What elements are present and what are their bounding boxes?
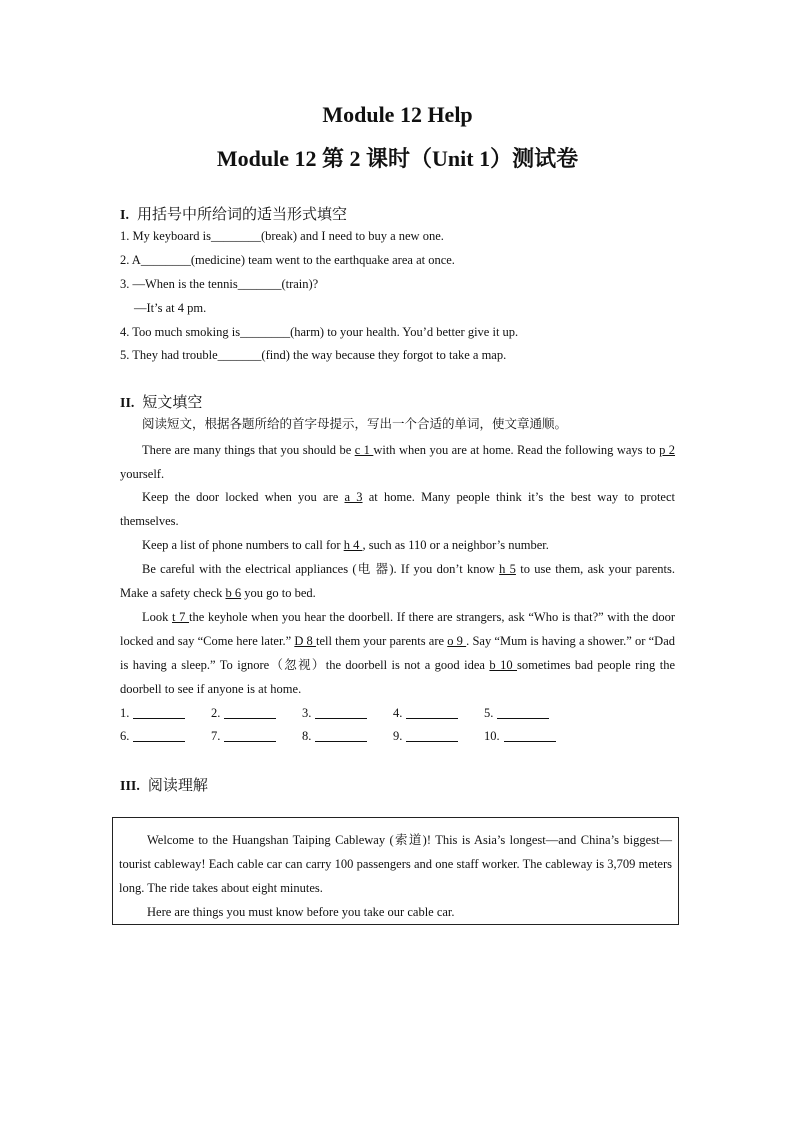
- cloze-paragraph-1: There are many things that you should be c 1 with when you are at home. Read the following ways to p 2 yourself.: [120, 443, 676, 481]
- cloze-paragraph-4: Be careful with the electrical appliances (电 器). If you don’t know h 5 to use them, ask your parents. Make a safety check b 6 you go to bed.: [120, 562, 675, 600]
- question-3: 3. —When is the tennis_______(train)?: [120, 277, 319, 291]
- cloze-blank-8: D 8: [294, 634, 317, 648]
- section1-number: I.: [120, 208, 129, 223]
- cloze-blank-10: b 10: [489, 658, 518, 672]
- question-3-answer: —It’s at 4 pm.: [134, 301, 207, 315]
- answer-slot[interactable]: 6.: [120, 729, 211, 744]
- section3-number: III.: [120, 779, 140, 794]
- cloze-blank-5: h 5: [499, 562, 516, 576]
- section2-instruction: 阅读短文，根据各题所给的首字母提示，写出一个合适的单词，使文章通顺。: [142, 417, 568, 431]
- question-5: 5. They had trouble_______(find) the way because they forgot to take a map.: [120, 348, 507, 362]
- cloze-blank-1: c 1: [354, 443, 374, 457]
- question-1: 1. My keyboard is________(break) and I need to buy a new one.: [120, 229, 444, 243]
- cloze-paragraph-3: Keep a list of phone numbers to call for h 4 , such as 110 or a neighbor’s number.: [142, 538, 549, 552]
- page-title: Module 12 Help: [322, 102, 473, 127]
- answer-slot[interactable]: 3.: [302, 706, 393, 721]
- section2-number: II.: [120, 396, 135, 411]
- cloze-blank-3: a 3: [344, 490, 363, 504]
- cloze-blank-6: b 6: [225, 586, 242, 600]
- answer-row-1: [120, 706, 575, 721]
- answer-slot[interactable]: 5.: [484, 706, 575, 721]
- cloze-blank-9: o 9: [447, 634, 467, 648]
- answer-slot[interactable]: 1.: [120, 706, 211, 721]
- section3-heading: [120, 774, 208, 795]
- section1-title: 用括号中所给词的适当形式填空: [136, 207, 347, 223]
- cloze-paragraph-2: Keep the door locked when you are a 3 at home. Many people think it’s the best way to protect themselves.: [120, 490, 675, 528]
- cloze-blank-4: h 4: [343, 538, 363, 552]
- section1-heading: [120, 203, 347, 224]
- section2-title: 短文填空: [142, 395, 203, 411]
- cloze-paragraph-5: Look t 7 the keyhole when you hear the doorbell. If there are strangers, ask “Who is that?” with the door locked and say “Come here later.” D 8 tell them your parents are o 9 . Say “Mum is having a shower.” or “Dad is having a sleep.” To ignore（忽视）the doorbell is not a good idea b 10 sometimes bad people ring the doorbell to see if anyone is at home.: [120, 610, 676, 696]
- section2-heading: [120, 391, 202, 412]
- reading-passage-box: [112, 817, 679, 925]
- answer-row-2: [120, 729, 575, 744]
- answer-slot[interactable]: 7.: [211, 729, 302, 744]
- answer-slot[interactable]: 8.: [302, 729, 393, 744]
- reading-paragraph-2: Here are things you must know before you take our cable car.: [147, 905, 455, 919]
- answer-slot[interactable]: 9.: [393, 729, 484, 744]
- answer-slot[interactable]: 2.: [211, 706, 302, 721]
- cloze-blank-2: p 2: [659, 443, 676, 457]
- section3-title: 阅读理解: [147, 778, 208, 794]
- question-4: 4. Too much smoking is________(harm) to your health. You’d better give it up.: [120, 325, 519, 339]
- answer-slot[interactable]: 4.: [393, 706, 484, 721]
- answer-slot[interactable]: 10.: [484, 729, 575, 744]
- page-subtitle: Module 12 第 2 课时（Unit 1）测试卷: [216, 146, 579, 171]
- question-2: 2. A________(medicine) team went to the earthquake area at once.: [120, 253, 455, 267]
- cloze-blank-7: t 7: [172, 610, 190, 624]
- reading-paragraph-1: Welcome to the Huangshan Taiping Cableway (索道)! This is Asia’s longest—and China’s biggest—tourist cableway! Each cable car can carry 100 passengers and one staff worker. The cableway is 3,709 meters long. The ride takes about eight minutes.: [119, 833, 672, 895]
